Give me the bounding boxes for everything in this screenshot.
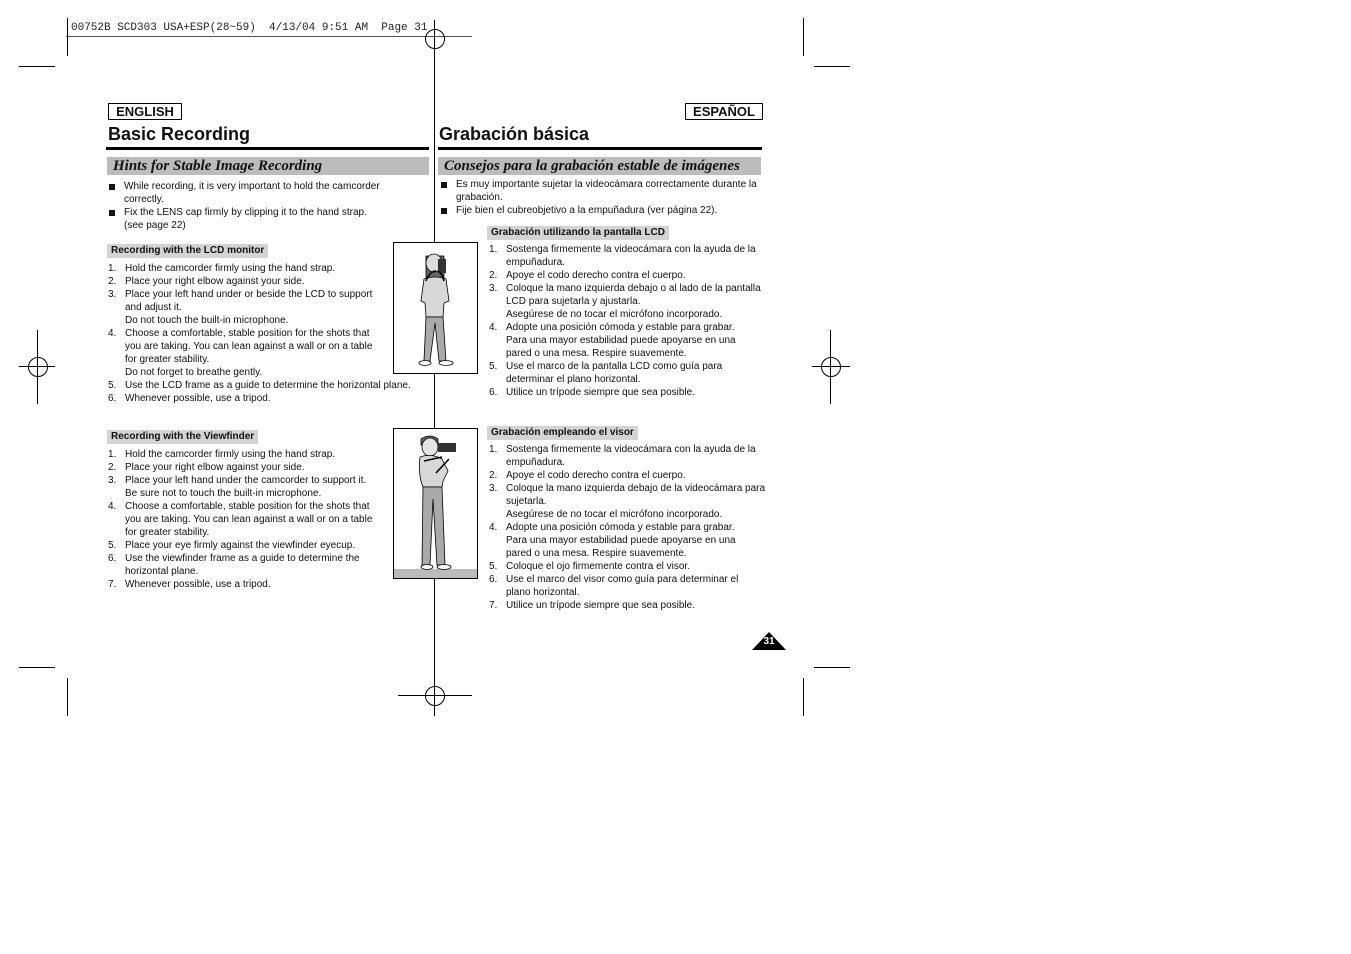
page-number-badge: [752, 632, 786, 650]
viewfinder-heading-english: Recording with the Viewfinder: [107, 430, 258, 444]
list-item: Fix the LENS cap firmly by clipping it to the hand strap. (see page 22): [108, 206, 408, 232]
crosshair-icon: [425, 29, 445, 49]
crop-mark: [803, 678, 804, 716]
list-item: 4. Adopte una posición cómoda y estable para grabar. Para una mayor estabilidad puede apoyarse en una pared o una mesa. Respire suavemente.: [489, 322, 736, 359]
list-item: 1. Hold the camcorder firmly using the hand strap.: [108, 449, 336, 460]
crosshair-line: [830, 330, 831, 404]
english-label: ENGLISH: [108, 103, 182, 120]
crosshair-line: [812, 366, 850, 367]
crop-mark: [814, 667, 850, 668]
lcd-steps-english: [108, 262, 428, 405]
list-item: 5. Place your eye firmly against the viewfinder eyecup.: [108, 540, 356, 551]
print-slug: 00752B SCD303 USA+ESP(28~59) 4/13/04 9:51 AM Page 31: [71, 22, 428, 34]
section-heading-english: Hints for Stable Image Recording: [107, 157, 429, 175]
lcd-steps-spanish: [489, 243, 774, 399]
crop-mark: [19, 667, 55, 668]
list-item: Es muy importante sujetar la videocámara correctamente durante la grabación.: [440, 178, 770, 204]
list-item: 3. Place your left hand under or beside the LCD to support and adjust it. Do not touch the built-in microphone.: [108, 289, 373, 326]
viewfinder-steps-english: [108, 448, 398, 591]
section-heading-spanish: Consejos para la grabación estable de imágenes: [438, 157, 761, 175]
hints-list-english: [108, 180, 408, 232]
crosshair-icon: [425, 686, 445, 706]
list-item: 6. Use el marco del visor como guía para determinar el plano horizontal.: [489, 574, 739, 598]
list-item: 6. Utilice un trípode siempre que sea posible.: [489, 387, 695, 398]
title-rule: [438, 147, 762, 150]
list-item: 6. Whenever possible, use a tripod.: [108, 393, 271, 404]
list-item: 1. Sostenga firmemente la videocámara con la ayuda de la empuñadura.: [489, 444, 756, 468]
list-item: 3. Coloque la mano izquierda debajo o al lado de la pantalla LCD para sujetarla y ajustarla. Asegúrese de no tocar el micrófono incorporado.: [489, 283, 761, 320]
list-item: 5. Coloque el ojo firmemente contra el visor.: [489, 561, 690, 572]
crosshair-icon: [821, 357, 841, 377]
lcd-heading-english: Recording with the LCD monitor: [107, 244, 268, 258]
list-item: 2. Apoye el codo derecho contra el cuerpo.: [489, 470, 686, 481]
page-title-english: Basic Recording: [108, 124, 251, 144]
viewfinder-recording-illustration: [393, 428, 478, 579]
title-rule: [106, 147, 429, 150]
crop-mark: [67, 678, 68, 716]
person-with-camcorder-icon: [394, 243, 477, 373]
list-item: 2. Place your right elbow against your side.: [108, 462, 305, 473]
crosshair-line: [398, 695, 472, 696]
viewfinder-heading-spanish: Grabación empleando el visor: [487, 426, 638, 440]
list-item: 4. Choose a comfortable, stable position for the shots that you are taking. You can lean against a wall or on a table for greater stability.: [108, 501, 373, 538]
list-item: 2. Apoye el codo derecho contra el cuerpo.: [489, 270, 686, 281]
page-title-spanish: Grabación básica: [439, 124, 590, 144]
lcd-heading-spanish: Grabación utilizando la pantalla LCD: [487, 226, 669, 240]
page-number: 31: [763, 636, 775, 647]
list-item: 7. Utilice un trípode siempre que sea posible.: [489, 600, 695, 611]
person-with-camcorder-icon: [394, 429, 477, 578]
crop-mark: [814, 66, 850, 67]
crosshair-icon: [28, 357, 48, 377]
list-item: While recording, it is very important to hold the camcorder correctly.: [108, 180, 408, 206]
list-item: 1. Sostenga firmemente la videocámara con la ayuda de la empuñadura.: [489, 244, 756, 268]
list-item: 3. Place your left hand under the camcorder to support it. Be sure not to touch the built-in microphone.: [108, 475, 367, 499]
list-item: 1. Hold the camcorder firmly using the hand strap.: [108, 263, 336, 274]
slug-rule: [66, 36, 472, 37]
hints-list-spanish: [440, 178, 770, 217]
spanish-label: ESPAÑOL: [685, 103, 763, 120]
viewfinder-steps-spanish: [489, 443, 779, 612]
list-item: 7. Whenever possible, use a tripod.: [108, 579, 271, 590]
list-item: 6. Use the viewfinder frame as a guide to determine the horizontal plane.: [108, 553, 360, 577]
list-item: Fije bien el cubreobjetivo a la empuñadura (ver página 22).: [440, 204, 770, 217]
list-item: 2. Place your right elbow against your side.: [108, 276, 305, 287]
list-item: 5. Use el marco de la pantalla LCD como guía para determinar el plano horizontal.: [489, 361, 723, 385]
lcd-recording-illustration: [393, 242, 478, 374]
crosshair-line: [37, 330, 38, 404]
crop-mark: [803, 18, 804, 56]
list-item: 3. Coloque la mano izquierda debajo de la videocámara para sujetarla. Asegúrese de no tocar el micrófono incorporado.: [489, 483, 766, 520]
list-item: 4. Adopte una posición cómoda y estable para grabar. Para una mayor estabilidad puede apoyarse en una pared o una mesa. Respire suavemente.: [489, 522, 736, 559]
crop-mark: [19, 66, 55, 67]
crop-mark: [67, 18, 68, 56]
list-item: 4. Choose a comfortable, stable position for the shots that you are taking. You can lean against a wall or on a table for greater stability. Do not forget to breathe gently.: [108, 328, 373, 378]
list-item: 5. Use the LCD frame as a guide to determine the horizontal plane.: [108, 380, 411, 391]
